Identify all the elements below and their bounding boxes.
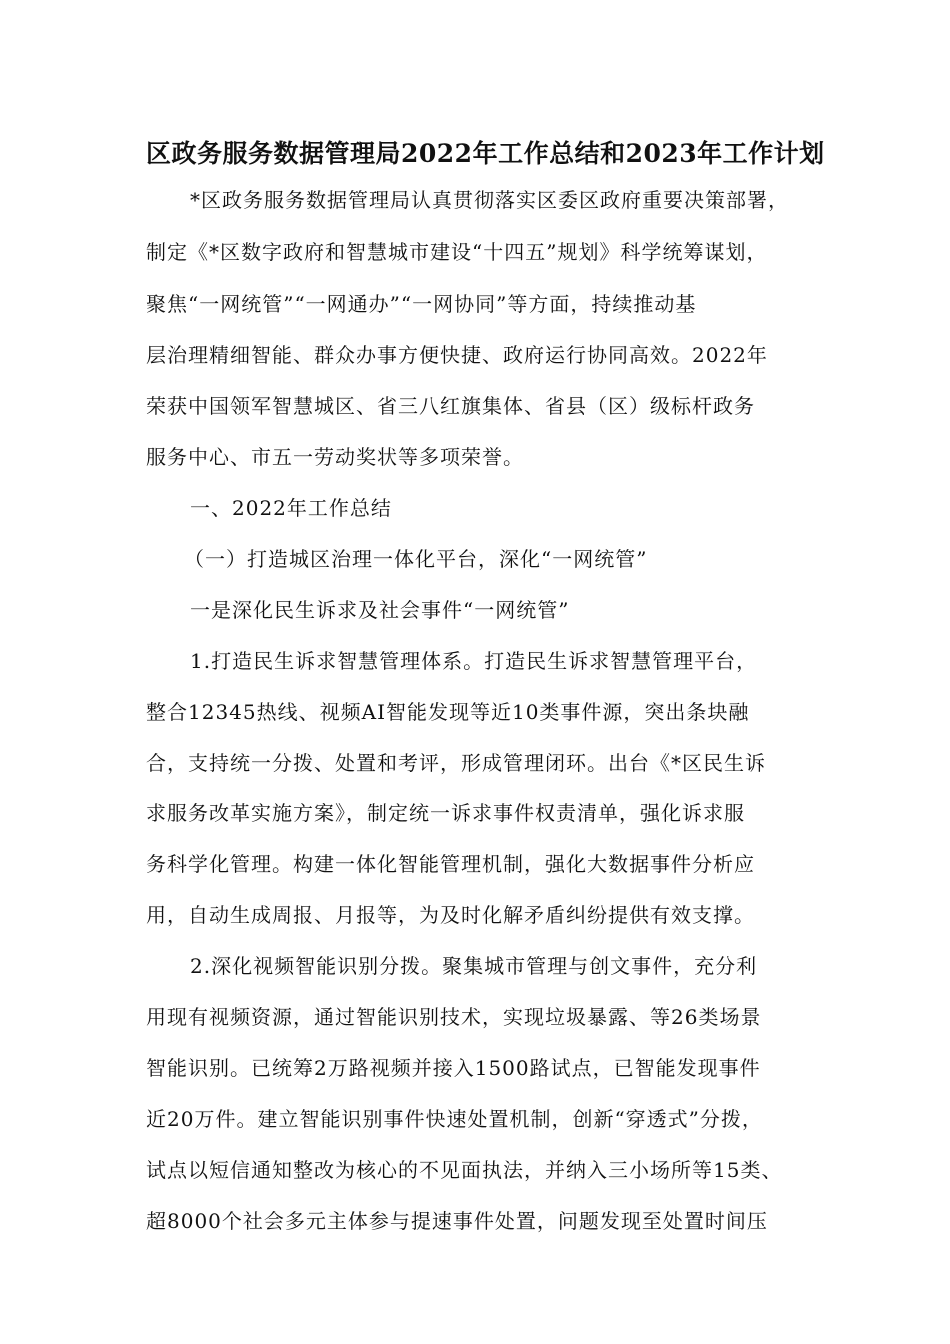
document-title: 区政务服务数据管理局2022年工作总结和2023年工作计划 <box>146 139 825 168</box>
paragraph-line: 层治理精细智能、群众办事方便快捷、政府运行协同高效。2022年 <box>146 343 768 367</box>
paragraph-line: *区政务服务数据管理局认真贯彻落实区委区政府重要决策部署， <box>190 188 789 212</box>
paragraph-line: 近20万件。建立智能识别事件快速处置机制，创新“穿透式”分拨， <box>146 1107 763 1131</box>
paragraph-line: 荣获中国领军智慧城区、省三八红旗集体、省县（区）级标杆政务 <box>146 394 755 418</box>
subsection-heading: （一）打造城区治理一体化平台，深化“一网统管” <box>184 547 648 571</box>
paragraph-line: 超8000个社会多元主体参与提速事件处置，问题发现至处置时间压 <box>146 1209 768 1233</box>
paragraph-line: 制定《*区数字政府和智慧城市建设“十四五”规划》科学统筹谋划， <box>146 240 768 264</box>
paragraph-line: 合，支持统一分拨、处置和考评，形成管理闭环。出台《*区民生诉 <box>146 751 766 775</box>
paragraph-line: 聚焦“一网统管”“一网通办”“一网协同”等方面，持续推动基 <box>146 292 697 316</box>
paragraph-line: 用现有视频资源，通过智能识别技术，实现垃圾暴露、等26类场景 <box>146 1005 762 1029</box>
paragraph-line: 整合12345热线、视频AI智能发现等近10类事件源，突出条块融 <box>146 700 750 724</box>
paragraph-line: 服务中心、市五一劳动奖状等多项荣誉。 <box>146 445 524 469</box>
section-heading: 一、2022年工作总结 <box>190 496 392 520</box>
paragraph-line: 务科学化管理。构建一体化智能管理机制，强化大数据事件分析应 <box>146 852 755 876</box>
paragraph-line: 用，自动生成周报、月报等，为及时化解矛盾纠纷提供有效支撑。 <box>146 903 755 927</box>
paragraph-line: 求服务改革实施方案》，制定统一诉求事件权责清单，强化诉求服 <box>146 801 745 825</box>
paragraph-line: 智能识别。已统筹2万路视频并接入1500路试点，已智能发现事件 <box>146 1056 761 1080</box>
paragraph-line: 2.深化视频智能识别分拨。聚集城市管理与创文事件，充分利 <box>190 954 758 978</box>
subsection-heading: 一是深化民生诉求及社会事件“一网统管” <box>190 598 570 622</box>
paragraph-line: 1.打造民生诉求智慧管理体系。打造民生诉求智慧管理平台， <box>190 649 758 673</box>
paragraph-line: 试点以短信通知整改为核心的不见面执法，并纳入三小场所等15类、 <box>146 1158 783 1182</box>
